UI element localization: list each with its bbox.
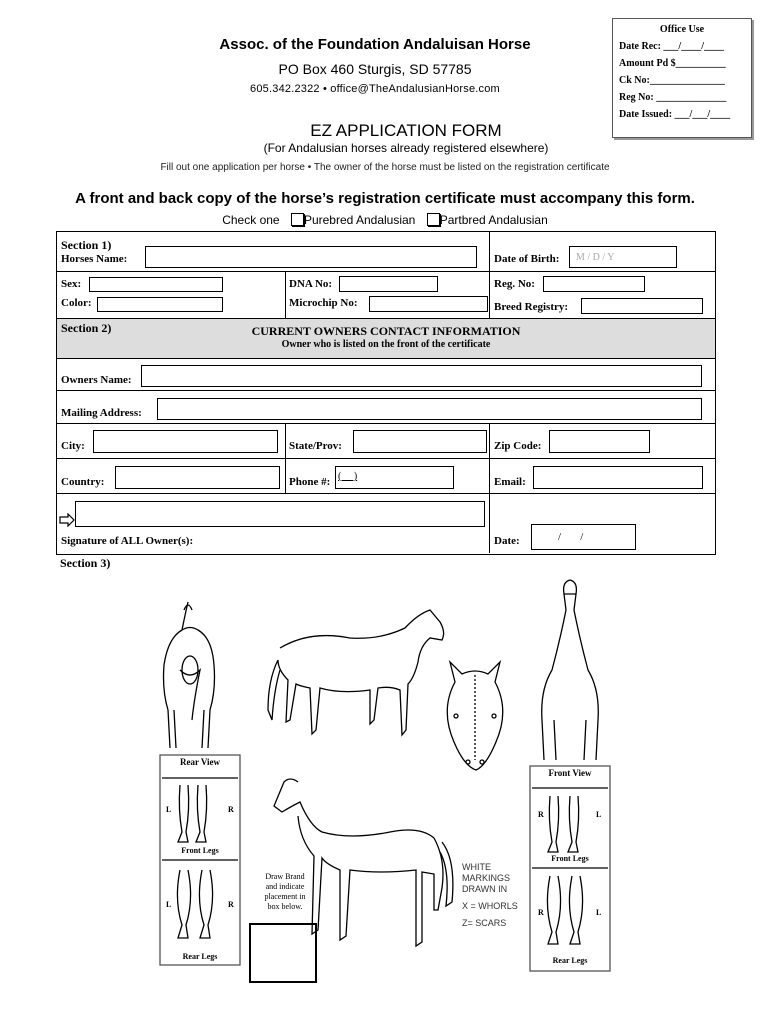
rear-view-front-legs-label: Front Legs	[181, 846, 219, 855]
office-use-box	[612, 18, 752, 138]
owners-name-label: Owners Name:	[61, 374, 132, 386]
mailing-address-field[interactable]	[157, 398, 702, 420]
country-field[interactable]	[115, 466, 280, 489]
org-name: Assoc. of the Foundation Andaluisan Horse	[219, 36, 531, 53]
front-view-front-right: R	[538, 810, 544, 819]
markings-legend	[462, 862, 518, 929]
head-front-drawing	[447, 662, 503, 770]
org-contact: 605.342.2322 • office@TheAndalusianHorse.com	[250, 83, 500, 95]
date-label: Date:	[494, 535, 520, 547]
zip-field[interactable]	[549, 430, 650, 453]
form-title: EZ APPLICATION FORM	[310, 121, 502, 140]
brand-note	[250, 872, 320, 912]
color-label: Color:	[61, 297, 92, 309]
brand-note-line-4: box below.	[267, 902, 303, 911]
dna-field[interactable]	[339, 276, 438, 292]
breed-type-options	[20, 213, 750, 227]
section3-heading: Section 3)	[60, 556, 111, 570]
front-view-label: Front View	[548, 768, 592, 778]
rear-view-rear-left: L	[166, 900, 172, 909]
state-field[interactable]	[353, 430, 487, 453]
certificate-notice: A front and back copy of the horse’s registration certificate must accompany this form.	[75, 190, 695, 207]
front-view-rear-left: L	[596, 908, 602, 917]
breed-registry-label: Breed Registry:	[494, 301, 569, 313]
legend-line-4: X = WHORLS	[462, 901, 518, 911]
side-view-horse-drawing-2	[274, 779, 453, 946]
rear-view-front-left: L	[166, 805, 172, 814]
brand-note-line-2: and indicate	[265, 882, 305, 891]
rear-view-front-right: R	[228, 805, 234, 814]
legend-line-1: WHITE	[462, 862, 491, 872]
phone-placeholder: ( )	[338, 471, 358, 482]
mailing-address-label: Mailing Address:	[61, 407, 142, 419]
color-field[interactable]	[97, 297, 223, 312]
rear-view-horse-drawing	[164, 602, 215, 748]
email-field[interactable]	[533, 466, 703, 489]
state-label: State/Prov:	[289, 440, 342, 452]
microchip-label: Microchip No:	[289, 297, 358, 309]
rear-view-rear-legs-label: Rear Legs	[182, 952, 218, 961]
email-label: Email:	[494, 476, 526, 488]
reg-no-field[interactable]	[543, 276, 645, 292]
office-reg-no: Reg No: ______________	[619, 92, 727, 103]
microchip-field[interactable]	[369, 296, 488, 312]
brand-note-line-1: Draw Brand	[265, 872, 305, 881]
section2-title: CURRENT OWNERS CONTACT INFORMATION	[251, 324, 521, 338]
horse-markings-diagram	[150, 570, 620, 990]
office-ck-no: Ck No:_______________	[619, 75, 725, 86]
office-date-rec: Date Rec: ___/____/____	[619, 41, 724, 52]
section2-subtitle: Owner who is listed on the front of the certificate	[281, 339, 491, 350]
legend-line-2: MARKINGS	[462, 873, 511, 883]
office-date-issued: Date Issued: ___/___/____	[619, 109, 731, 120]
form-subtitle: (For Andalusian horses already registered elsewhere)	[263, 141, 549, 155]
check-one-label: Check one	[222, 213, 280, 227]
purebred-checkbox[interactable]	[291, 213, 304, 226]
phone-label: Phone #:	[289, 476, 331, 488]
partbred-label: Partbred Andalusian	[439, 213, 548, 227]
sex-label: Sex:	[61, 278, 82, 290]
section1-heading: Section 1)	[61, 238, 112, 252]
partbred-checkbox[interactable]	[427, 213, 440, 226]
office-amount-pd: Amount Pd $__________	[619, 58, 726, 69]
org-address: PO Box 460 Sturgis, SD 57785	[278, 61, 472, 77]
front-view-front-left: L	[596, 810, 602, 819]
signature-field[interactable]	[75, 501, 485, 527]
dob-placeholder: M / D / Y	[576, 252, 615, 263]
purebred-label: Purebred Andalusian	[303, 213, 416, 227]
office-use-title: Office Use	[659, 24, 705, 35]
instructions: Fill out one application per horse • The owner of the horse must be listed on the registration certificate	[160, 162, 610, 173]
dna-label: DNA No:	[289, 278, 333, 290]
rear-view-label: Rear View	[179, 757, 221, 767]
reg-no-label: Reg. No:	[494, 278, 535, 290]
city-label: City:	[61, 440, 85, 452]
zip-label: Zip Code:	[494, 440, 542, 452]
legend-line-5: Z= SCARS	[462, 918, 507, 928]
dob-field[interactable]	[569, 246, 677, 268]
brand-drawing-box[interactable]	[250, 924, 316, 982]
phone-field[interactable]	[335, 466, 454, 489]
section2-heading: Section 2)	[61, 321, 112, 335]
legend-line-3: DRAWN IN	[462, 884, 508, 894]
arrow-icon	[59, 513, 75, 527]
signature-label: Signature of ALL Owner(s):	[61, 535, 194, 547]
application-form	[56, 231, 716, 555]
front-view-rear-legs-label: Rear Legs	[552, 956, 588, 965]
owners-name-field[interactable]	[141, 365, 702, 387]
date-placeholder: / /	[558, 531, 584, 543]
front-view-front-legs-label: Front Legs	[551, 854, 589, 863]
horse-name-label: Horses Name:	[61, 253, 128, 265]
date-field[interactable]	[531, 524, 636, 550]
breed-registry-field[interactable]	[581, 298, 703, 314]
front-view-horse-drawing	[542, 580, 599, 760]
dob-label: Date of Birth:	[494, 253, 560, 265]
country-label: Country:	[61, 476, 105, 488]
horse-name-field[interactable]	[145, 246, 477, 268]
city-field[interactable]	[93, 430, 278, 453]
front-view-rear-right: R	[538, 908, 544, 917]
sex-field[interactable]	[89, 277, 223, 292]
brand-note-line-3: placement in	[264, 892, 306, 901]
side-view-horse-drawing	[268, 610, 444, 735]
rear-view-rear-right: R	[228, 900, 234, 909]
